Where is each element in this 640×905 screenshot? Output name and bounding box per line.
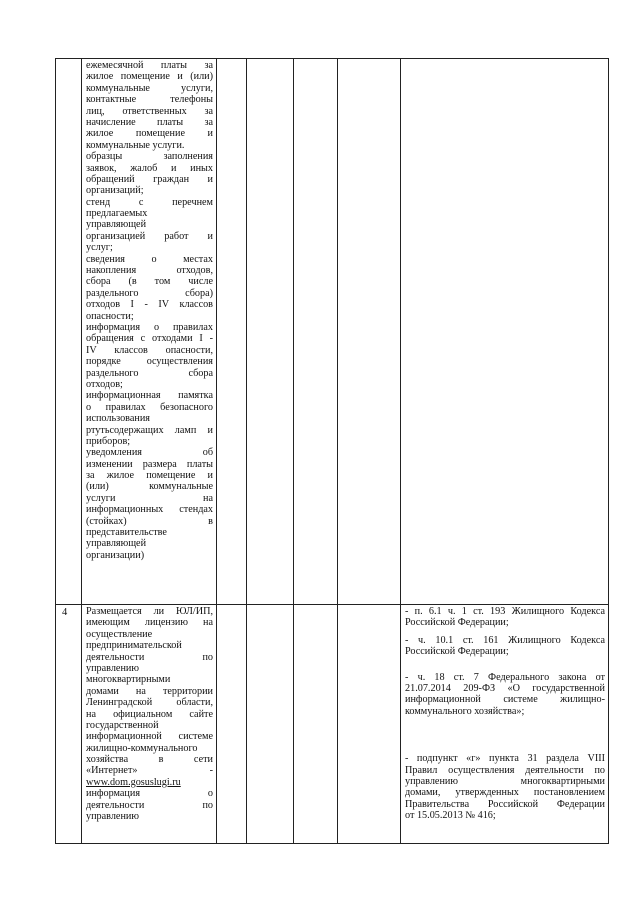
question-line: Ленинградской области,: [86, 697, 213, 709]
legal-reference-line: домами, утвержденных постановлением: [405, 787, 605, 799]
answer-no-cell: [247, 59, 294, 605]
question-line: управляющей: [86, 219, 147, 231]
question-line: многоквартирными: [86, 674, 171, 686]
checklist-table: [55, 58, 609, 844]
legal-reference-line: Правил осуществления деятельности по: [405, 764, 605, 776]
question-text: [86, 60, 213, 561]
legal-reference-line: Российской Федерации;: [405, 617, 509, 629]
question-line: услуг;: [86, 242, 113, 254]
legal-reference-line: - подпункт «г» пункта 31 раздела VIII: [405, 753, 605, 765]
question-line: опасности;: [86, 310, 134, 322]
question-line: деятельности по: [86, 799, 213, 811]
question-line: обращений граждан и: [86, 173, 213, 185]
legal-reference-item: [405, 606, 605, 629]
question-line: начисление платы за: [86, 116, 213, 128]
question-line: сбора (в том числе: [86, 276, 213, 288]
answer-yes-cell: [217, 59, 247, 605]
answer-no-cell: [247, 605, 294, 844]
question-line: информационных стендах: [86, 504, 213, 516]
question-line: имеющим лицензию на: [86, 617, 213, 629]
question-line: уведомления об: [86, 447, 213, 459]
question-line: коммунальные услуги,: [86, 82, 213, 94]
question-line: Размещается ли ЮЛ/ИП,: [86, 606, 213, 617]
legal-references: [405, 606, 605, 821]
question-line: государственной: [86, 719, 159, 731]
question-line: информационной системе: [86, 731, 213, 743]
question-line: осуществление: [86, 628, 153, 640]
note-cell: [338, 605, 401, 844]
table-row: [56, 605, 609, 844]
question-line: заявок, жалоб и иных: [86, 162, 213, 174]
question-line: информационная памятка: [86, 390, 213, 402]
question-line: накопления отходов,: [86, 265, 213, 277]
question-line: жилое помещение и (или): [86, 71, 213, 83]
legal-reference-line: 21.07.2014 209-ФЗ «О государственной: [405, 682, 605, 694]
question-line: обращения с отходами I -: [86, 333, 213, 345]
answer-na-cell: [294, 59, 338, 605]
table-row: [56, 59, 609, 605]
legal-reference-line: от 15.05.2013 № 416;: [405, 810, 496, 822]
legal-reference-line: - п. 6.1 ч. 1 ст. 193 Жилищного Кодекса: [405, 606, 605, 617]
question-line: предпринимательской: [86, 640, 182, 652]
question-line: изменении размера платы: [86, 458, 213, 470]
question-text: [86, 606, 213, 822]
legal-reference-line: - ч. 10.1 ст. 161 Жилищного Кодекса: [405, 634, 605, 646]
question-line: управлению: [86, 811, 139, 823]
question-line: образцы заполнения: [86, 151, 213, 163]
question-line: порядке осуществления: [86, 356, 213, 368]
question-line: о правилах безопасного: [86, 401, 213, 413]
question-line: жилищно-коммунального: [86, 742, 198, 754]
question-line: www.dom.gosuslugi.ru: [86, 776, 181, 788]
question-line: хозяйства в сети: [86, 754, 213, 766]
question-line: управляющей: [86, 538, 147, 550]
note-cell: [338, 59, 401, 605]
question-line: домами на территории: [86, 685, 213, 697]
question-line: «Интернет» -: [86, 765, 213, 777]
row-number-cell: 4: [56, 605, 82, 844]
legal-reference-line: - ч. 18 ст. 7 Федерального закона от: [405, 671, 605, 683]
question-line: на официальном сайте: [86, 708, 213, 720]
legal-reference-cell: [401, 59, 609, 605]
question-line: раздельного сбора: [86, 367, 213, 379]
question-line: использования: [86, 413, 150, 425]
legal-reference-line: информационной системе жилищно-: [405, 694, 605, 706]
question-line: услуги на: [86, 492, 213, 504]
question-line: организации): [86, 549, 145, 561]
question-line: организацией работ и: [86, 230, 213, 242]
question-cell: [82, 59, 217, 605]
question-line: отходов I - IV классов: [86, 299, 213, 311]
legal-reference-line: управлению многоквартирными: [405, 775, 605, 787]
question-line: деятельности по: [86, 651, 213, 663]
question-line: приборов;: [86, 435, 131, 447]
question-line: стенд с перечнем: [86, 196, 213, 208]
legal-reference-line: Российской Федерации;: [405, 646, 509, 658]
question-line: коммунальные услуги.: [86, 139, 185, 151]
answer-yes-cell: [217, 605, 247, 844]
question-line: ртутьсодержащих ламп и: [86, 424, 213, 436]
question-line: предлагаемых: [86, 208, 148, 220]
question-line: (стойках) в: [86, 515, 213, 527]
question-cell: [82, 605, 217, 844]
question-line: представительстве: [86, 527, 167, 539]
question-line: управлению: [86, 662, 139, 674]
question-line: IV классов опасности,: [86, 344, 213, 356]
row-number-cell: [56, 59, 82, 605]
question-line: сведения о местах: [86, 253, 213, 265]
question-line: за жилое помещение и: [86, 470, 213, 482]
question-line: ежемесячной платы за: [86, 60, 213, 71]
question-line: (или) коммунальные: [86, 481, 213, 493]
legal-reference-item: [405, 635, 605, 658]
legal-reference-item: [405, 753, 605, 821]
question-line: информация о правилах: [86, 321, 213, 333]
answer-na-cell: [294, 605, 338, 844]
legal-reference-cell: [401, 605, 609, 844]
question-line: отходов;: [86, 378, 123, 390]
question-line: лиц, ответственных за: [86, 105, 213, 117]
question-line: организаций;: [86, 185, 144, 197]
question-line: контактные телефоны: [86, 94, 213, 106]
legal-reference-line: Правительства Российской Федерации: [405, 798, 605, 810]
legal-reference-line: коммунального хозяйства»;: [405, 705, 525, 717]
question-line: раздельного сбора): [86, 287, 213, 299]
legal-reference-item: [405, 672, 605, 718]
question-line: жилое помещение и: [86, 128, 213, 140]
question-line: информация о: [86, 788, 213, 800]
